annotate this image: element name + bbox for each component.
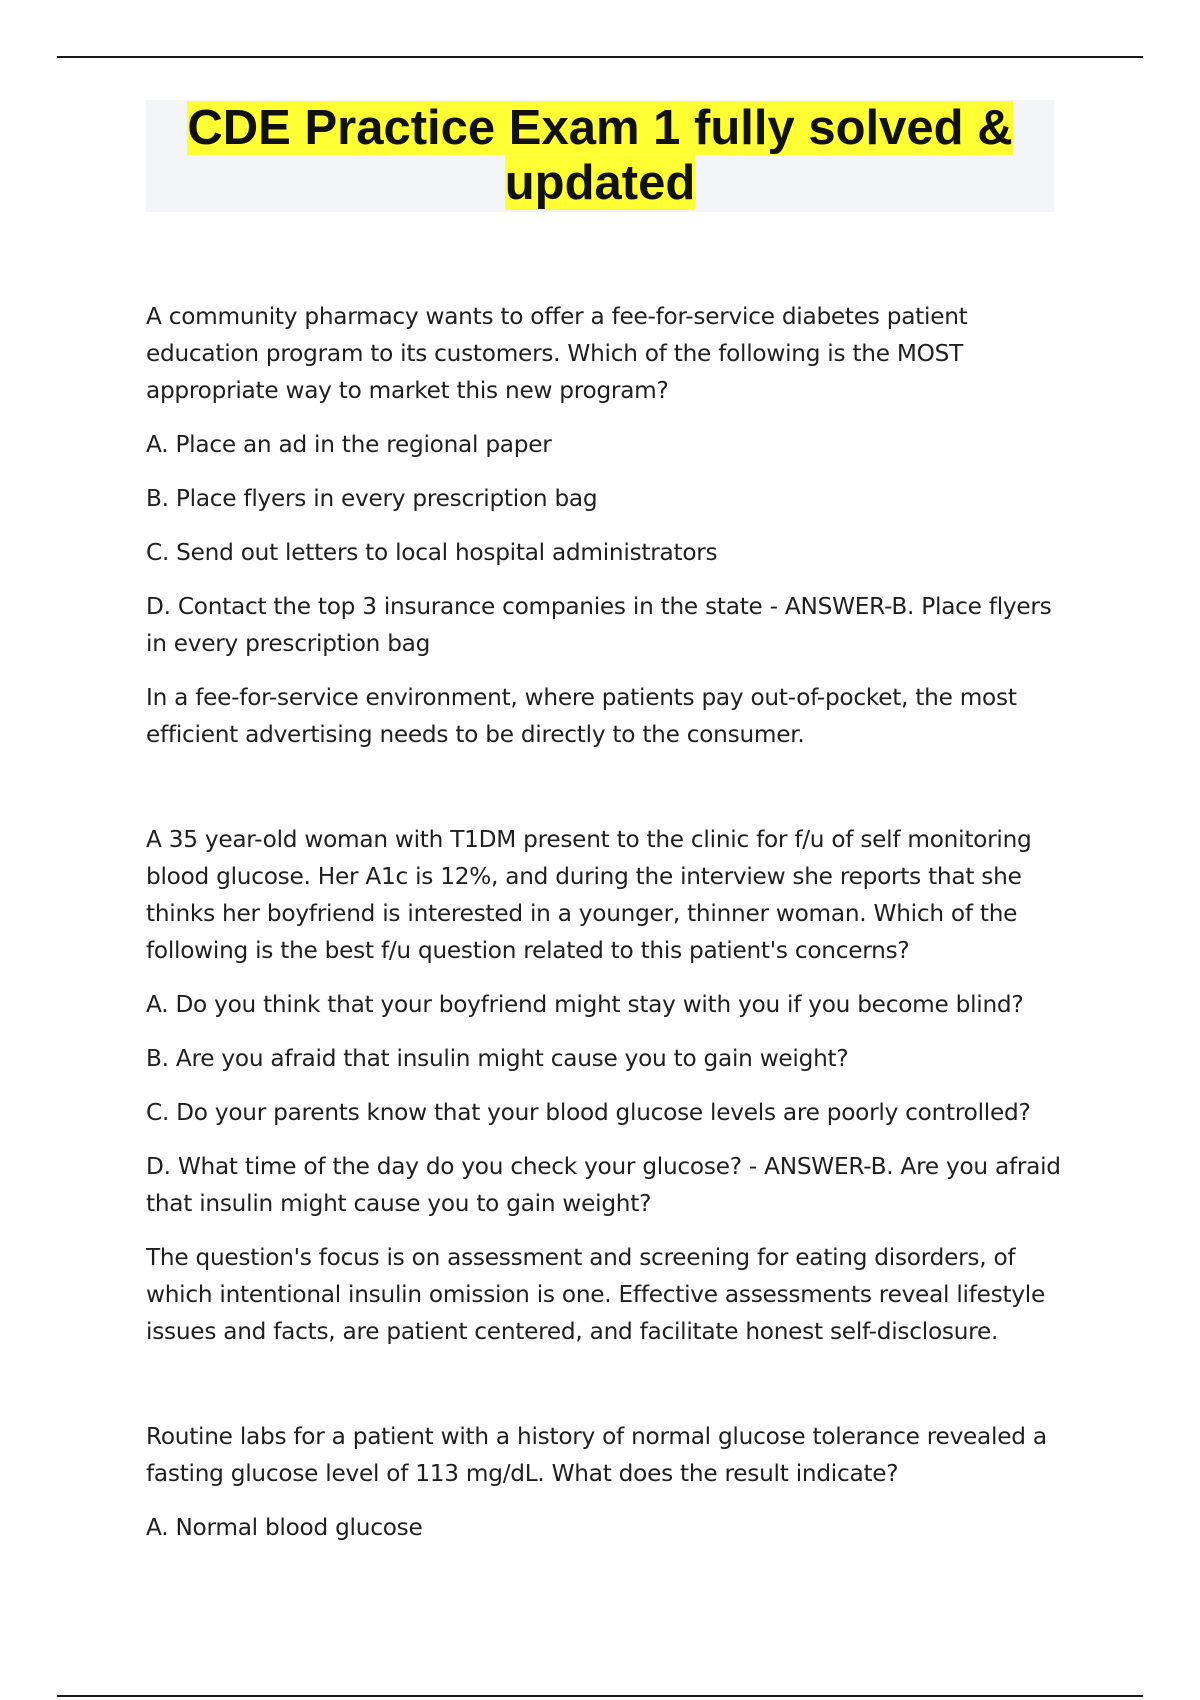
answer-option: A. Place an ad in the regional paper xyxy=(146,431,552,458)
answer-option: D. Contact the top 3 insurance companies in the state - ANSWER-B. Place flyers in every prescription bag xyxy=(146,593,1052,657)
answer-option: D. What time of the day do you check your glucose? - ANSWER-B. Are you afraid that insulin might cause you to gain weight? xyxy=(146,1153,1061,1217)
question-stem: A 35 year-old woman with T1DM present to the clinic for f/u of self monitoring blood glucose. Her A1c is 12%, and during the interview she reports that she thinks her boyfriend is interested in a younger, thinner woman. Which of the following is the best f/u question related to this patient's concerns? xyxy=(146,826,1032,964)
answer-option: A. Normal blood glucose xyxy=(146,1514,423,1541)
document-title xyxy=(180,101,1020,211)
document-body xyxy=(146,298,1064,1563)
title-banner xyxy=(146,100,1054,212)
answer-option: B. Are you afraid that insulin might cause you to gain weight? xyxy=(146,1045,849,1072)
answer-option: C. Do your parents know that your blood glucose levels are poorly controlled? xyxy=(146,1099,1031,1126)
answer-option: A. Do you think that your boyfriend might stay with you if you become blind? xyxy=(146,991,1024,1018)
question-3 xyxy=(146,1418,1064,1546)
question-stem: A community pharmacy wants to offer a fee-for-service diabetes patient education program to its customers. Which of the following is the MOST appropriate way to market this new program? xyxy=(146,303,968,404)
explanation: In a fee-for-service environment, where patients pay out-of-pocket, the most efficient advertising needs to be directly to the consumer. xyxy=(146,684,1017,748)
question-2 xyxy=(146,821,1064,1350)
title-line-2: updated xyxy=(504,156,696,210)
bottom-rule xyxy=(57,1695,1143,1697)
answer-option: B. Place flyers in every prescription bag xyxy=(146,485,598,512)
top-rule xyxy=(57,56,1143,58)
explanation: The question's focus is on assessment and screening for eating disorders, of which intentional insulin omission is one. Effective assessments reveal lifestyle issues and facts, are patient centered, and facilitate honest self-disclosure. xyxy=(146,1244,1046,1345)
title-line-1: CDE Practice Exam 1 fully solved & xyxy=(187,101,1013,155)
question-stem: Routine labs for a patient with a history of normal glucose tolerance revealed a fasting glucose level of 113 mg/dL. What does the result indicate? xyxy=(146,1423,1047,1487)
answer-option: C. Send out letters to local hospital administrators xyxy=(146,539,718,566)
question-1 xyxy=(146,298,1064,753)
